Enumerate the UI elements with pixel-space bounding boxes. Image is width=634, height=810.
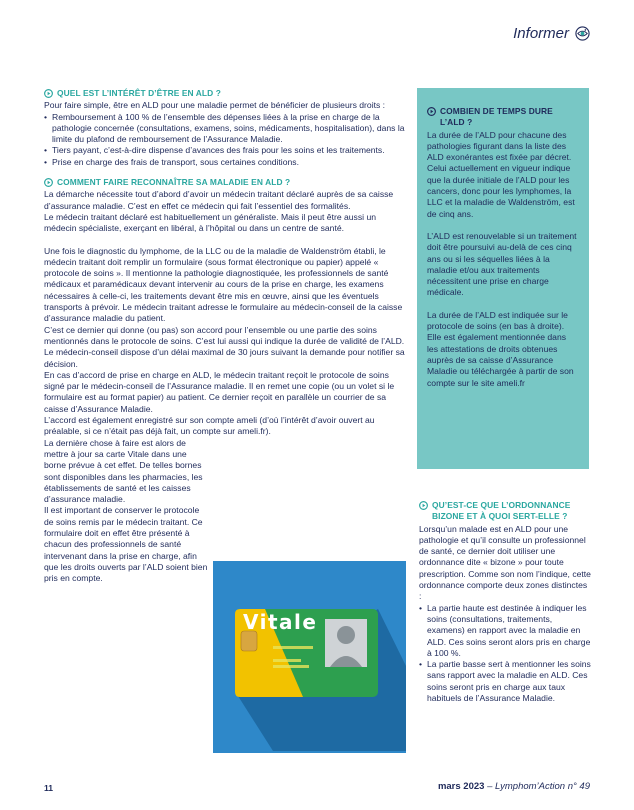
left-column bbox=[44, 88, 406, 584]
section3-heading bbox=[419, 500, 591, 523]
list-item: • Remboursement à 100 % de l’ensemble des dépenses liées à la prise en charge de la pathologie concernée (consultations, examens, soins, médicaments, hospitalisation), dans la limite du plafond de remboursement de l’Assurance Maladie. bbox=[44, 112, 406, 146]
footer-separator: – bbox=[487, 781, 493, 792]
section1-bullets bbox=[44, 112, 406, 168]
section2-paragraph: Une fois le diagnostic du lymphome, de la LLC ou de la maladie de Waldenström établi, le médecin traitant doit remplir un formulaire (sous format électronique ou papier) appelé « protocole de soins ». Il mentionne la pathologie diagnostiquée, les professionnels de santé médicaux et paramédicaux devant intervenir au cours de la prise en charge, les examens nécessaires à celle-ci, les traitements devant être mis en œuvre, ainsi que les éventuels transports à prévoir. Le médecin traitant adresse le formulaire au médecin-conseil de la caisse d’assurance maladie du patient. bbox=[44, 245, 403, 324]
section3-bullets bbox=[419, 603, 591, 705]
play-circle-icon bbox=[427, 107, 436, 116]
section2-paragraph: La démarche nécessite tout d’abord d’avoir un médecin traitant déclaré auprès de sa caisse d’assurance maladie. C’est en effet ce médecin qui fait l’essentiel des formalités. bbox=[44, 189, 394, 211]
vitale-card-label: Vitale bbox=[243, 610, 318, 634]
section2-paragraph: Le médecin traitant déclaré est habituellement un généraliste. Mais il peut être aussi un médecin spécialiste, exerçant en libéral, à l’hôpital ou dans un centre de santé. bbox=[44, 211, 377, 234]
box-paragraph: L’ALD est renouvelable si un traitement doit être poursuivi au-delà de ces cinq ans ou si les séquelles liées à la maladie et/ou aux traitements nécessitent une prise en charge médicale. bbox=[427, 230, 577, 298]
section1-heading-text: QUEL EST L’INTÉRÊT D’ÊTRE EN ALD ? bbox=[57, 88, 221, 98]
header-title: Informer bbox=[513, 24, 569, 42]
list-item: • Tiers payant, c’est-à-dire dispense d’avances des frais pour les soins et les traitements. bbox=[44, 145, 406, 156]
box-paragraph: La durée de l’ALD pour chacune des pathologies figurant dans la liste des ALD exonérantes est fixée par décret. Celui actuellement en vigueur indique que la durée initiale de l’ALD pour les cancers, donc pour les lymphomes, la LLC et la maladie de Waldenström, est de cinq ans. bbox=[427, 129, 575, 219]
bizone-section bbox=[419, 500, 591, 704]
page-number: 11 bbox=[44, 783, 54, 793]
section2-paragraph: La dernière chose à faire est alors de mettre à jour sa carte Vitale dans une borne prévue à cet effet. De telles bornes sont disponibles dans les pharmacies, les établissements de santé et les caisses d’assurance maladie. bbox=[44, 437, 203, 505]
play-circle-icon bbox=[44, 178, 53, 187]
box-paragraph: La durée de l’ALD est indiquée sur le protocole de soins (en bas à droite). Elle est également mentionnée dans les attestations de droits obtenues auprès de sa caisse d’Assurance Maladie ou téléchargée à partir de son compte sur le site ameli.fr bbox=[427, 309, 574, 388]
section2-paragraph: L’accord est également enregistré sur son compte ameli (d’où l’intérêt d’avoir ouvert au préalable, si ce n’était pas déjà fait, un compte sur ameli.fr). bbox=[44, 415, 375, 437]
section2-paragraph: Il est important de conserver le protocole de soins remis par le médecin traitant. Ce formulaire doit en effet être présenté à chacun des professionnels de santé intervenant dans la prise en charge, afin que les droits ouverts par l’ALD soient bien pris en compte. bbox=[44, 505, 208, 584]
play-circle-icon bbox=[419, 501, 428, 510]
section1-intro: Pour faire simple, être en ALD pour une maladie permet de bénéficier de plusieurs droits : bbox=[44, 100, 386, 111]
list-item: • Prise en charge des frais de transport, sous certaines conditions. bbox=[44, 157, 406, 168]
list-item: • La partie basse sert à mentionner les soins sans rapport avec la maladie en ALD. Ces soins seront pris en charge aux taux habituels de l’Assurance Maladie. bbox=[419, 659, 591, 704]
section3-intro: Lorsqu’un malade est en ALD pour une pathologie et qu’il consulte un professionnel de santé, ce dernier doit utiliser une ordonnance dite « bizone » pour toute prescription. Comme son nom l’indique, cette ordonnance comporte deux zones distinctes : bbox=[419, 523, 591, 602]
box-heading bbox=[427, 106, 579, 129]
page-header bbox=[513, 26, 590, 41]
play-circle-icon bbox=[44, 89, 53, 98]
ald-duration-box bbox=[417, 88, 589, 469]
section2-heading-text: COMMENT FAIRE RECONNAÎTRE SA MALADIE EN ALD ? bbox=[57, 177, 291, 188]
section2-paragraph: C’est ce dernier qui donne (ou pas) son accord pour l’ensemble ou une partie des soins mentionnés dans le protocole de soins. C’est lui aussi qui indique la durée de validité de l’ALD. Le médecin-conseil dispose d’un délai maximal de 30 jours suivant la demande pour notifier sa décision. bbox=[44, 324, 405, 369]
vitale-card-image bbox=[213, 561, 406, 753]
footer-magazine: Lymphom’Action n° 49 bbox=[495, 781, 590, 792]
section2-paragraph: En cas d’accord de prise en charge en ALD, le médecin traitant reçoit le protocole de soins signé par le médecin-conseil de l’Assurance maladie. Il en remet une copie (ou un volet si le formulaire est au format papier) au patient. Ce dernier reçoit en parallèle un courrier de sa caisse d’Assurance Maladie. bbox=[44, 369, 395, 414]
section1-heading bbox=[44, 88, 406, 99]
section3-heading-text: QU’EST-CE QUE L’ORDONNANCE BIZONE ET À QUOI SERT-ELLE ? bbox=[432, 500, 571, 522]
footer-date: mars 2023 bbox=[437, 781, 485, 792]
compass-eye-icon bbox=[575, 26, 590, 41]
list-item: • La partie haute est destinée à indiquer les soins (consultations, traitements, examens) en rapport avec la maladie en ALD. Ces soins seront alors pris en charge à 100 %. bbox=[419, 603, 591, 659]
footer-issue bbox=[438, 781, 590, 792]
box-heading-text: COMBIEN DE TEMPS DURE L’ALD ? bbox=[440, 106, 553, 128]
section2-heading bbox=[44, 177, 406, 188]
card-side-text bbox=[44, 438, 209, 585]
vitale-card-illustration bbox=[213, 561, 406, 753]
